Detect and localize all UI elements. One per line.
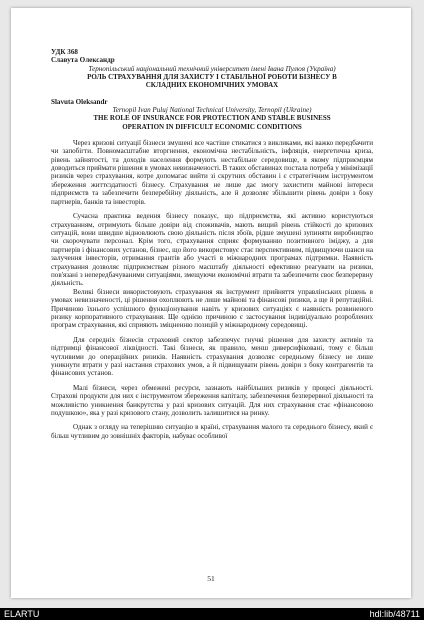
repository-name: ELARTU bbox=[4, 609, 40, 619]
paragraph: Малі бізнеси, через обмежені ресурси, зазнають найбільших ризиків у процесі діяльності. Страхові продукти для них є інструментом збереження капіталу, забезпечення безперервної діяльності та можливістю уникнення банкрутства у разі кризових ситуацій. Для них страхування стає «фінансовою подушкою», яка у разі кризового стану, дозволить залишитися на ринку. bbox=[51, 383, 373, 418]
author-ua: Славута Олександр bbox=[51, 56, 115, 65]
paragraph: Однак з огляду на теперішню ситуацію в країні, страхування малого та середнього бізнесу, який є більш чутливим до зовнішніх факторів, набуває особливої bbox=[51, 423, 373, 440]
paragraph: Сучасна практика ведення бізнесу показує, що підприємства, які активно користуються страхуванням, отримують більше довіри від споживачів, мають вищий рівень стійкості до кризових ситуацій, вони швидше відновлюють свою діяльність після збоїв, рідше змушені зупиняти виробництво чи скорочувати персонал. Крім того, страхування сприяє формуванню позитивного іміджу, а для партнерів і фінансових установ, бізнес, що його використовує стає перспективним, підвищуючи шанси на залучення інвесторів, отримання грантів або участі в міжнародних програмах підтримки. Наявність страхування дозволяє підприємствам різного масштабу діяльності ефективно реагувати на ризики, пов'язані з непередбачуваними ситуаціями, змещуючи економічні втрати та забезпечити своє безперервну діяльність. bbox=[51, 212, 373, 288]
udk-code: УДК 368 bbox=[51, 48, 78, 56]
document-page bbox=[11, 8, 411, 598]
paragraph: Для середніх бізнесів страховий сектор забезпечує гнучкі рішення для захисту активів та підтримці фінансової ліквідності. Такі бізнеси, як правило, менш диверсифіковані, тому є більш чутливими до операційних ризиків. Наявність страхування дозволяє середньому бізнесу не лише уникнути втрати у разі настання страхових умов, а й підвищувати рівень довіри з боку контрагентів та фінансових установ. bbox=[51, 335, 373, 378]
affiliation-ua: Тернопільський національний технічний університет імені Івана Пулюя (Україна) bbox=[88, 64, 336, 73]
handle-identifier: hdl:lib/48711 bbox=[369, 609, 420, 619]
paragraph: Через кризові ситуації бізнеси змушені все частіше стикатися з викликами, які важко передбачити чи запобігти. Повномасштабне вторгнення, економічна нестабільність, інфляція, енергетична криза, рівень зайнятості, та доходів населення формують нестабільне середовище, в якому підприємцям доводиться приймати рішення в умовах невизначеності. В таких обставинах постала потреба у мінімізації ризиків через страхування, котре допомагає вийти зі скрутних обставин і є стратегічним інструментом збереження життєздатності бізнесу. Страхування не лише дає змогу захистити майнові інтереси підприємств та забезпечити безперебійну діяльність, але й дозволяє збільшити рівень довіри з боку партнерів, банків та інвесторів. bbox=[51, 138, 373, 206]
paragraph: Великі бізнеси використовують страхування як інструмент прийняття управлінських рішень в умовах невизначеності, ці рішення охоплюють не лише майнові та фінансові ризики, а ще й репутаційні. Причиною їхнього успішного функціонування навіть у кризових ситуаціях є наявність розвиненого ризику корпоративного страхування. Ще однією причиною є застосування індивідуально розроблених програм страхування, які сприяють зміцненню позицій у міжнародному середовищі. bbox=[51, 287, 373, 330]
title-ua-line-1: РОЛЬ СТРАХУВАННЯ ДЛЯ ЗАХИСТУ І СТАБІЛЬНОЇ РОБОТИ БІЗНЕСУ В bbox=[87, 73, 337, 82]
title-en-line-1: THE ROLE OF INSURANCE FOR PROTECTION AND STABLE BUSINESS bbox=[93, 114, 331, 123]
repository-footer-bar bbox=[0, 608, 424, 620]
title-ua-line-2: СКЛАДНИХ ЕКОНОМІЧНИХ УМОВАХ bbox=[145, 81, 279, 90]
author-en: Slavuta Oleksandr bbox=[51, 97, 108, 106]
article-body bbox=[51, 48, 373, 440]
affiliation-en: Ternopil Ivan Puluj National Technical University, Ternopil (Ukraine) bbox=[112, 106, 312, 115]
title-en-line-2: OPERATION IN DIFFICULT ECONOMIC CONDITIONS bbox=[122, 122, 302, 131]
page-number: 51 bbox=[207, 574, 215, 583]
